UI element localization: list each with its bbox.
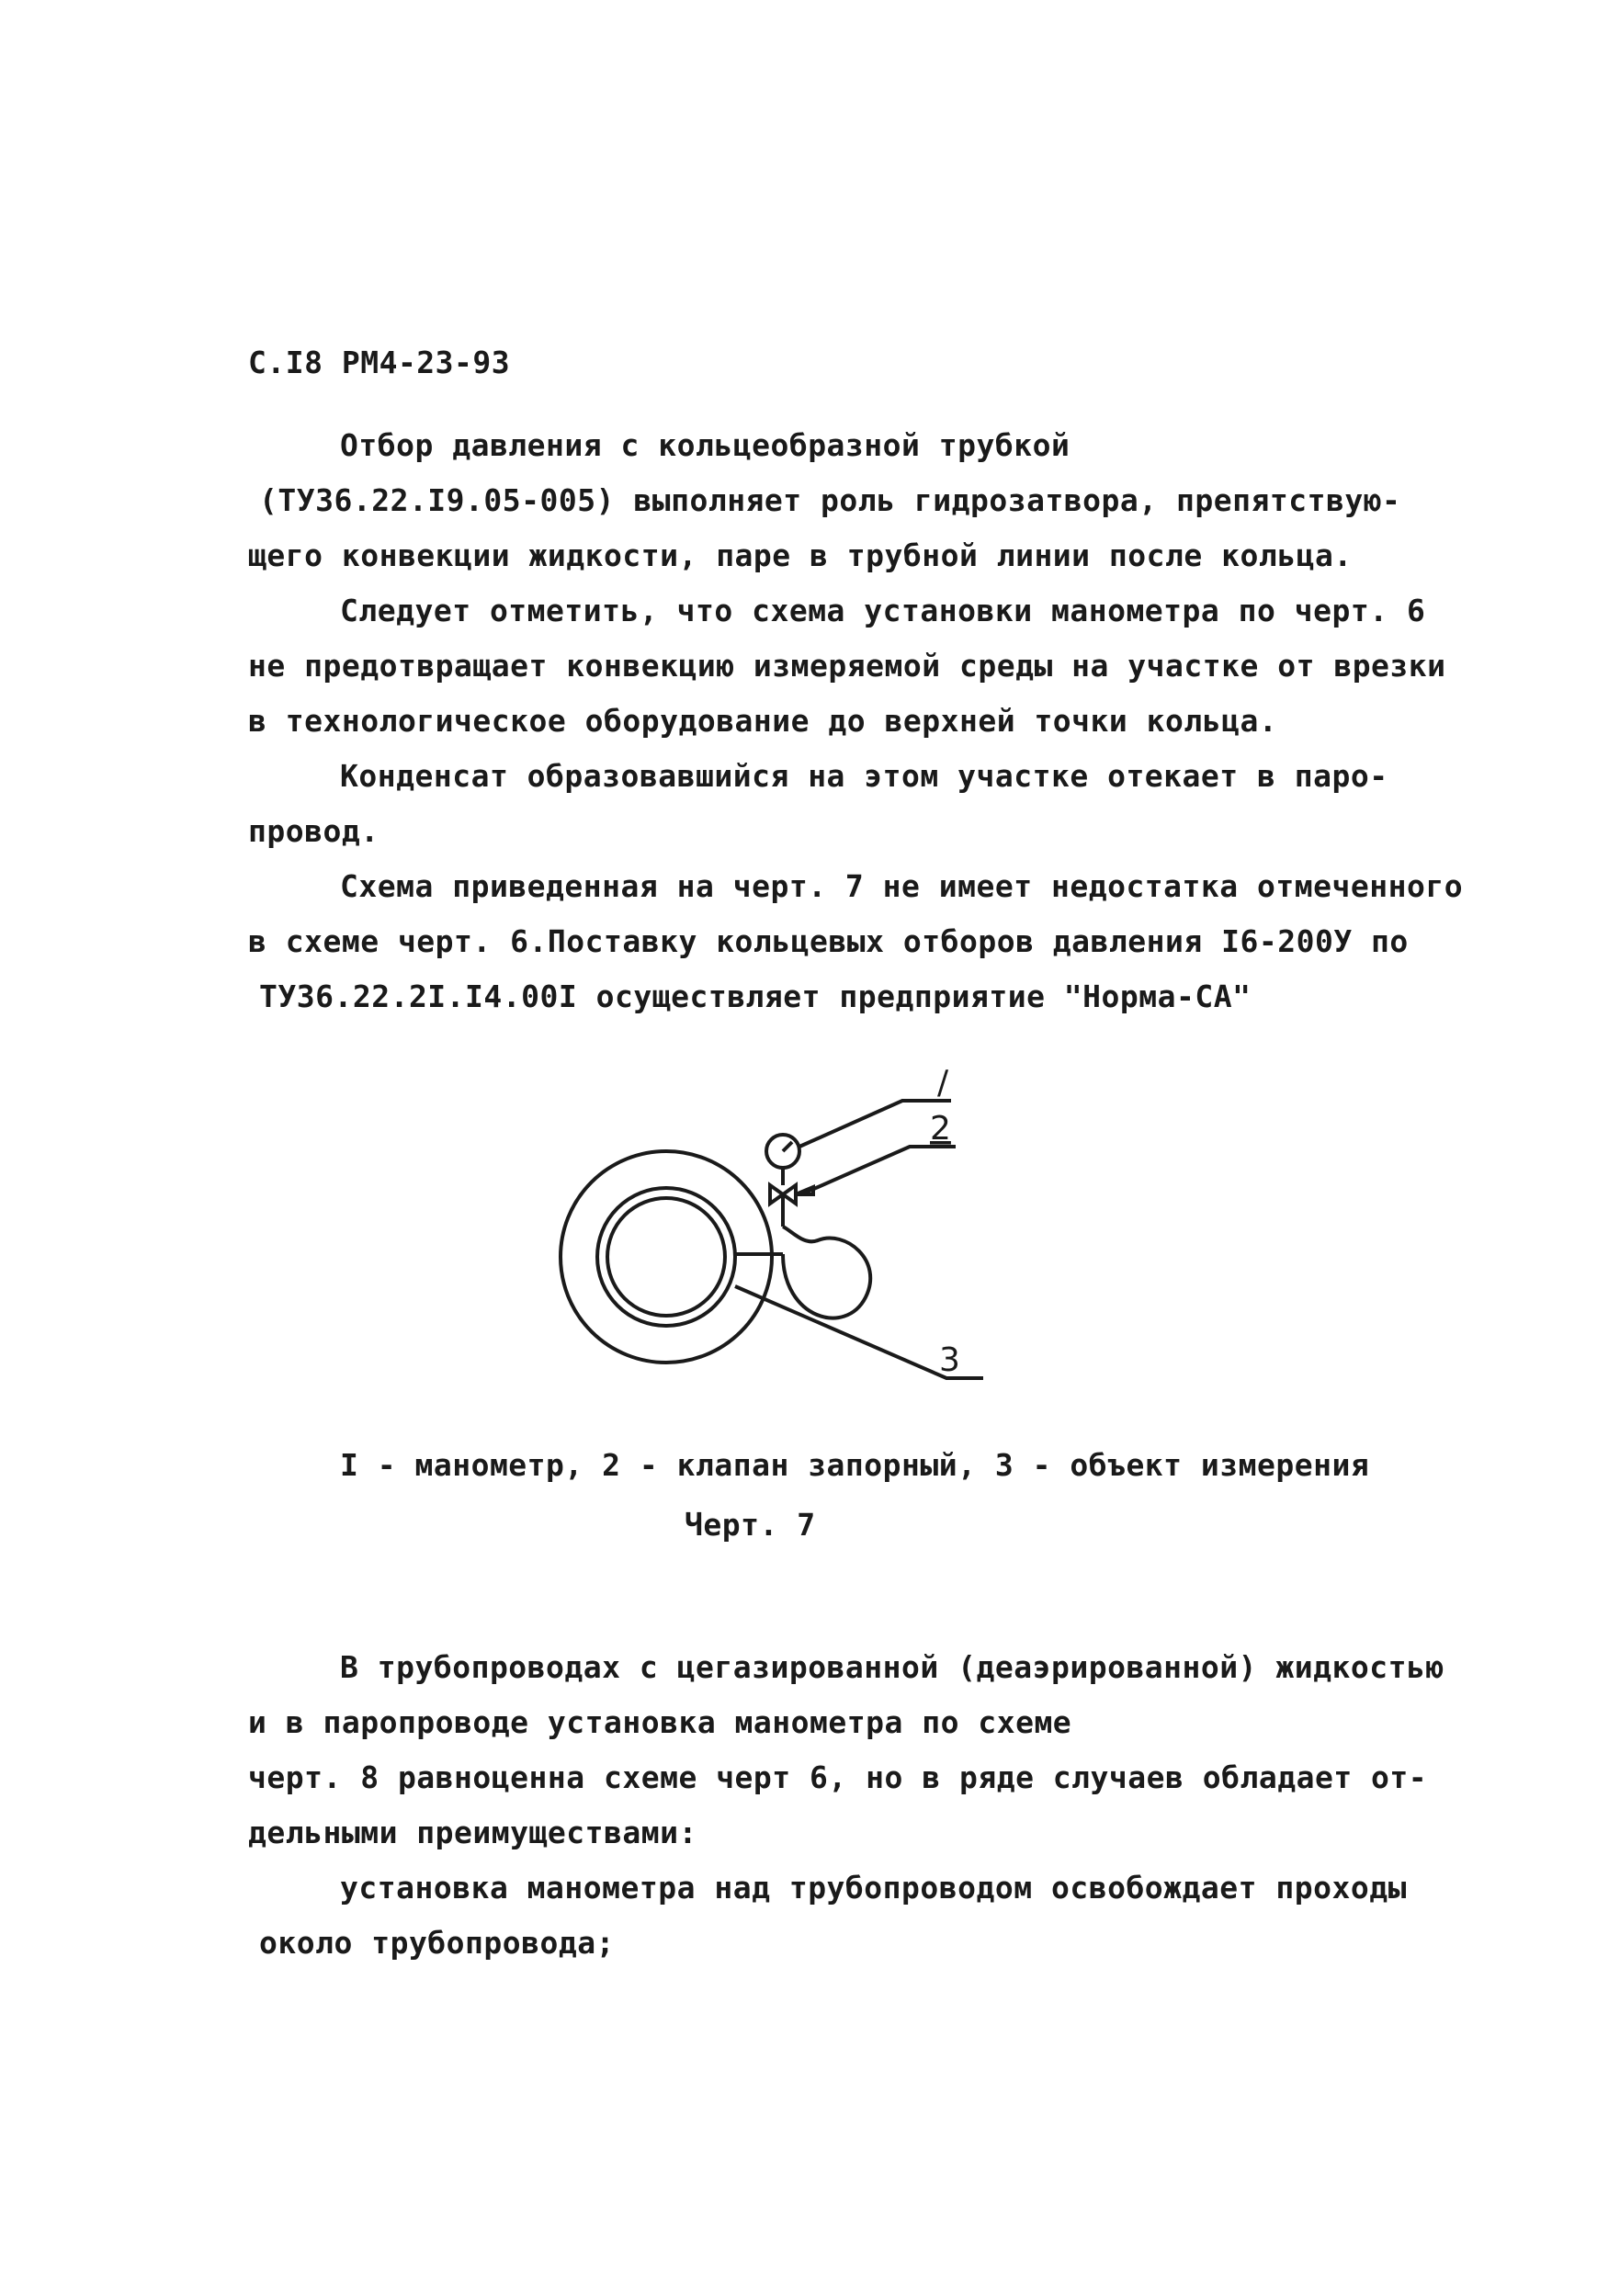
leader-line-2	[801, 1147, 956, 1194]
figure-label-3: 3	[939, 1341, 960, 1379]
paragraph-4-line-3: ТУ36.22.2I.I4.00I осуществляет предприятие "Норма-СА"	[259, 978, 1252, 1014]
paragraph-2-line-1: Следует отметить, что схема установки манометра по черт. 6	[340, 593, 1426, 628]
pipe-bore-circle	[607, 1198, 725, 1316]
pipe-outer-circle	[561, 1151, 772, 1363]
paragraph-3-line-2: провод.	[248, 813, 380, 849]
paragraph-1-line-2: (ТУ36.22.I9.05-005) выполняет роль гидрозатвора, препятствую-	[259, 482, 1401, 518]
figure-label-1: /	[937, 1064, 949, 1102]
figure-caption: I - манометр, 2 - клапан запорный, 3 - объект измерения	[340, 1447, 1370, 1483]
paragraph-5-line-4: дельными преимуществами:	[248, 1815, 697, 1850]
paragraph-4-line-2: в схеме черт. 6.Поставку кольцевых отборов давления I6-200У по	[248, 923, 1409, 959]
paragraph-3-line-1: Конденсат образовавшийся на этом участке отекает в паро-	[340, 758, 1388, 794]
leader-line-1	[799, 1101, 951, 1147]
paragraph-2-line-2: не предотвращает конвекцию измеряемой среды на участке от врезки	[248, 648, 1446, 684]
paragraph-4-line-1: Схема приведенная на черт. 7 не имеет недостатка отмеченного	[340, 868, 1464, 904]
paragraph-5-line-1: В трубопроводах с цегазированной (деаэрированной) жидкостью	[340, 1649, 1444, 1685]
paragraph-1-line-1: Отбор давления с кольцеобразной трубкой	[340, 427, 1071, 463]
paragraph-2-line-3: в технологическое оборудование до верхней точки кольца.	[248, 703, 1278, 739]
paragraph-5-line-3: черт. 8 равноценна схеме черт 6, но в ряде случаев обладает от-	[248, 1759, 1428, 1795]
paragraph-5-line-2: и в паропроводе установка манометра по схеме	[248, 1704, 1072, 1740]
paragraph-6-line-2: около трубопровода;	[259, 1925, 615, 1961]
figure-label-2: 2	[930, 1110, 951, 1148]
paragraph-6-line-1: установка манометра над трубопроводом освобождает проходы	[340, 1870, 1407, 1906]
manometer-needle	[783, 1142, 792, 1151]
pipe-wall-circle	[597, 1188, 735, 1326]
figure-title: Черт. 7	[685, 1507, 816, 1543]
siphon-loop	[783, 1227, 870, 1318]
figure-7-diagram	[542, 1057, 983, 1387]
page-reference: С.I8 РМ4-23-93	[248, 345, 511, 380]
paragraph-1-line-3: щего конвекции жидкости, паре в трубной линии после кольца.	[248, 537, 1353, 573]
